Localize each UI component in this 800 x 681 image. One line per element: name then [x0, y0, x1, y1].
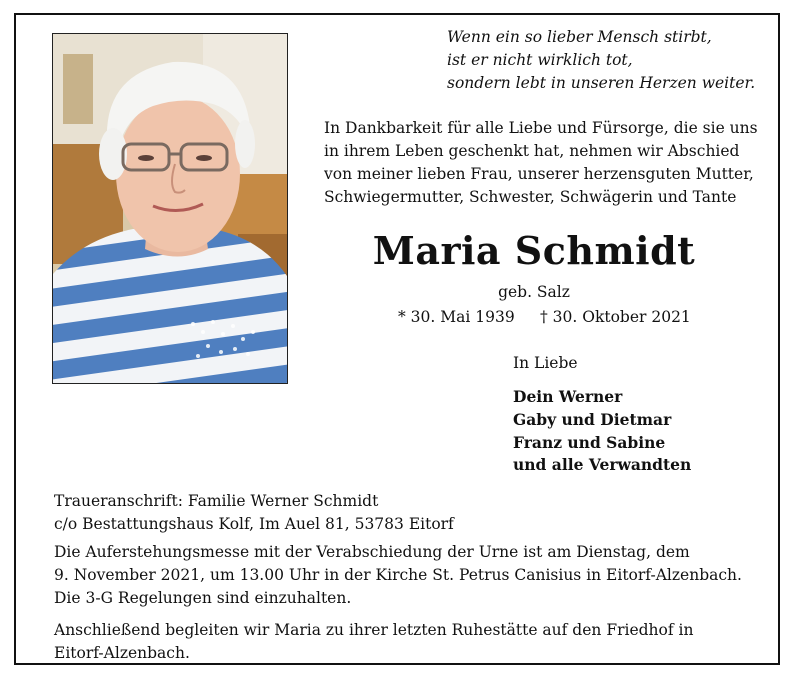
poem-line: Wenn ein so lieber Mensch stirbt,	[447, 28, 712, 46]
portrait-illustration	[53, 34, 288, 384]
burial-info	[54, 619, 693, 665]
relatives-line: und alle Verwandten	[513, 455, 692, 474]
portrait-photo	[52, 33, 288, 384]
poem-line: ist er nicht wirklich tot,	[447, 51, 633, 69]
mourners-intro: In Liebe	[513, 354, 578, 372]
mass-line: Die Auferstehungsmesse mit der Verabschiedung der Urne ist am Dienstag, dem	[54, 543, 690, 561]
mourner-name: Gaby und Dietmar	[513, 410, 672, 429]
intro-text	[324, 117, 758, 209]
mass-line: Die 3-G Regelungen sind einzuhalten.	[54, 589, 352, 607]
address-line: c/o Bestattungshaus Kolf, Im Auel 81, 53783 Eitorf	[54, 515, 454, 533]
deceased-name: Maria Schmidt	[372, 228, 696, 273]
burial-line: Anschließend begleiten wir Maria zu ihrer letzten Ruhestätte auf den Friedhof in	[54, 621, 694, 639]
birth-name: geb. Salz	[498, 283, 570, 301]
memorial-poem	[447, 26, 755, 95]
address-line: Traueranschrift: Familie Werner Schmidt	[54, 492, 379, 510]
intro-line: Schwiegermutter, Schwester, Schwägerin und Tante	[324, 188, 737, 206]
death-date: † 30. Oktober 2021	[540, 308, 691, 326]
mass-line: 9. November 2021, um 13.00 Uhr in der Kirche St. Petrus Canisius in Eitorf-Alzenbach.	[54, 566, 742, 584]
burial-line: Eitorf-Alzenbach.	[54, 644, 190, 662]
mourning-address	[54, 490, 454, 536]
mourner-name: Franz und Sabine	[513, 433, 666, 452]
intro-line: in ihrem Leben geschenkt hat, nehmen wir Abschied	[324, 142, 740, 160]
mass-info	[54, 541, 742, 610]
intro-line: In Dankbarkeit für alle Liebe und Fürsorge, die sie uns	[324, 119, 758, 137]
mourners-list	[513, 385, 671, 454]
poem-line: sondern lebt in unseren Herzen weiter.	[447, 74, 756, 92]
intro-line: von meiner lieben Frau, unserer herzensguten Mutter,	[324, 165, 754, 183]
mourner-name: Dein Werner	[513, 387, 623, 406]
birth-date: * 30. Mai 1939	[398, 308, 515, 326]
